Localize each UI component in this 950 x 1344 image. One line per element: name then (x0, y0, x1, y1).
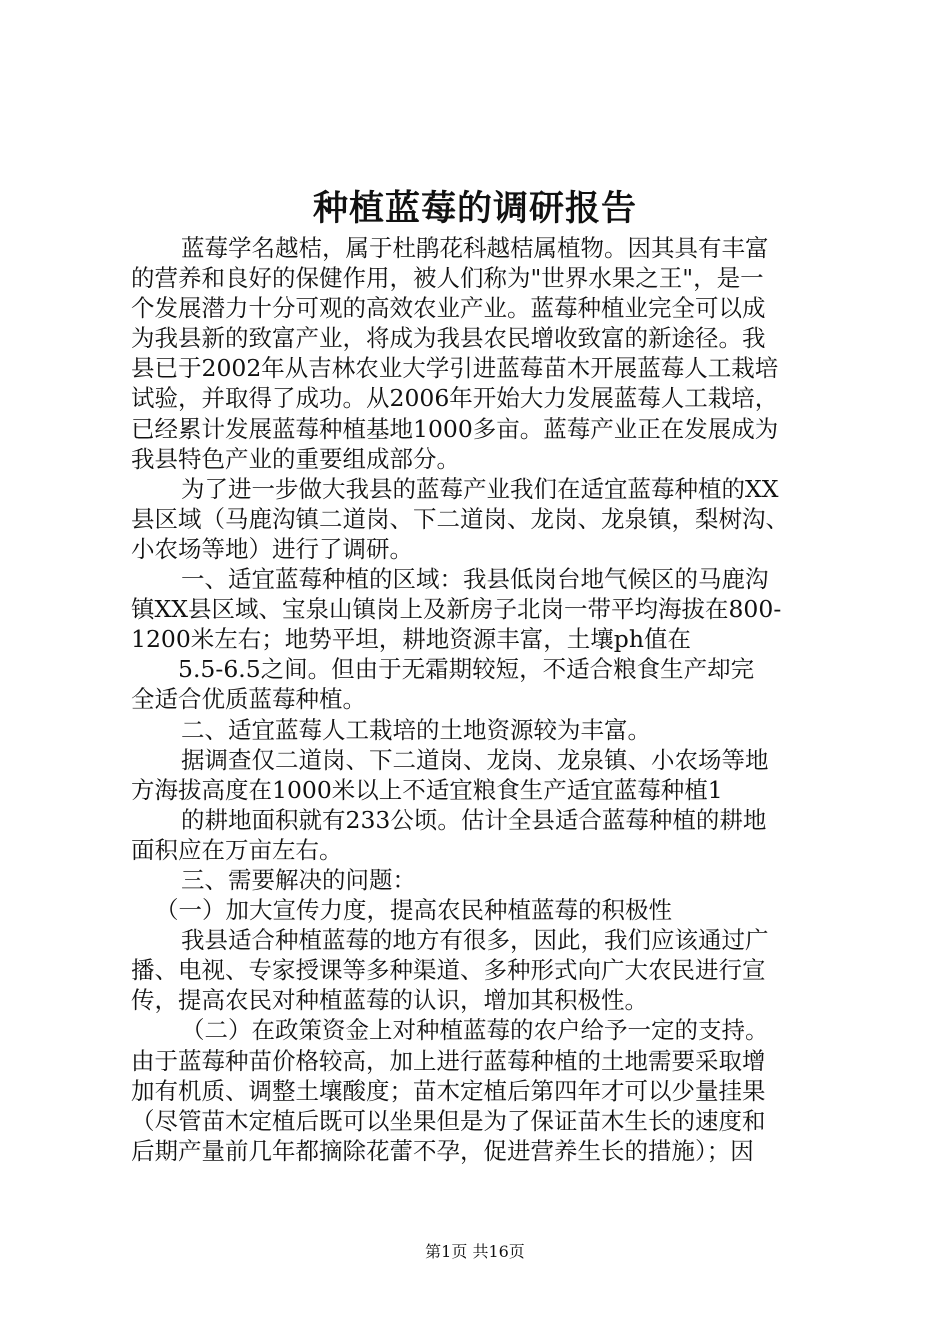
text-line: 据调查仅二道岗、下二道岗、龙岗、龙泉镇、小农场等地 (181, 745, 769, 774)
text-line: 我县特色产业的重要组成部分。 (131, 444, 460, 473)
text-line: 1200米左右；地势平坦，耕地资源丰富，土壤ph值在 (131, 625, 691, 654)
text-line: 我县适合种植蓝莓的地方有很多，因此，我们应该通过广 (181, 926, 769, 955)
text-line: 个发展潜力十分可观的高效农业产业。蓝莓种植业完全可以成 (131, 294, 766, 323)
text-line: 已经累计发展蓝莓种植基地1000多亩。蓝莓产业正在发展成为 (131, 414, 779, 443)
text-line: 一、适宜蓝莓种植的区域：我县低岗台地气候区的马鹿沟 (181, 565, 769, 594)
text-line: 县已于2002年从吉林农业大学引进蓝莓苗木开展蓝莓人工栽培 (131, 354, 779, 383)
text-line: 播、电视、专家授课等多种渠道、多种形式向广大农民进行宣 (131, 956, 766, 985)
text-line: 为我县新的致富产业，将成为我县农民增收致富的新途径。我 (131, 324, 766, 353)
text-line: （一）加大宣传力度，提高农民种植蓝莓的积极性 (155, 896, 672, 925)
text-line: 为了进一步做大我县的蓝莓产业我们在适宜蓝莓种植的XX (181, 474, 779, 503)
text-line: 全适合优质蓝莓种植。 (131, 685, 366, 714)
document-body (131, 233, 831, 1166)
text-line: 5.5-6.5之间。但由于无霜期较短，不适合粮食生产却完 (178, 655, 755, 684)
text-line: 镇XX县区域、宝泉山镇岗上及新房子北岗一带平均海拔在800- (131, 595, 782, 624)
text-line: 二、适宜蓝莓人工栽培的土地资源较为丰富。 (181, 715, 651, 744)
text-line: 试验，并取得了成功。从2006年开始大力发展蓝莓人工栽培， (131, 384, 779, 413)
text-line: 三、需要解决的问题： (181, 865, 416, 894)
text-line: （二）在政策资金上对种植蓝莓的农户给予一定的支持。 (181, 1016, 769, 1045)
text-line: 面积应在万亩左右。 (131, 835, 343, 864)
text-line: 的营养和良好的保健作用，被人们称为"世界水果之王"，是一 (131, 264, 764, 293)
text-line: 的耕地面积就有233公顷。估计全县适合蓝莓种植的耕地 (181, 805, 767, 834)
text-line: 蓝莓学名越桔，属于杜鹃花科越桔属植物。因其具有丰富 (181, 234, 769, 262)
text-line: 方海拔高度在1000米以上不适宜粮食生产适宜蓝莓种植1 (131, 775, 723, 804)
text-line: 后期产量前几年都摘除花蕾不孕，促进营养生长的措施）；因 (131, 1136, 754, 1165)
text-line: 传，提高农民对种植蓝莓的认识，增加其积极性。 (131, 986, 648, 1015)
text-line: 县区域（马鹿沟镇二道岗、下二道岗、龙岗、龙泉镇，梨树沟、 (131, 504, 789, 533)
text-line: 小农场等地）进行了调研。 (131, 534, 413, 563)
text-line: （尽管苗木定植后既可以坐果但是为了保证苗木生长的速度和 (131, 1106, 766, 1135)
document-title: 种植蓝莓的调研报告 (312, 188, 637, 229)
page-footer: 第1页 共16页 (425, 1242, 525, 1261)
text-line: 加有机质、调整土壤酸度；苗木定植后第四年才可以少量挂果 (131, 1076, 766, 1105)
text-line: 由于蓝莓种苗价格较高，加上进行蓝莓种植的土地需要采取增 (131, 1046, 766, 1075)
